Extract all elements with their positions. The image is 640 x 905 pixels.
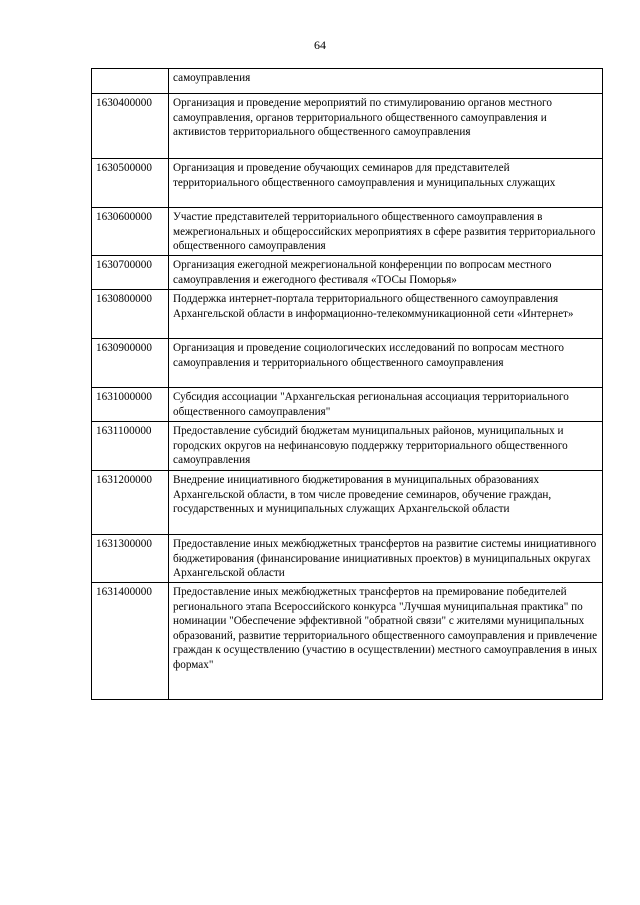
table-row — [92, 159, 603, 208]
table-row — [92, 471, 603, 535]
code-cell — [92, 69, 169, 94]
description-cell: Предоставление субсидий бюджетам муниципальных районов, муниципальных и городских округов на нефинансовую поддержку территориального общественного самоуправления — [169, 422, 603, 471]
code-cell: 1631200000 — [92, 471, 169, 535]
page-number: 64 — [314, 38, 326, 52]
description-cell: Организация и проведение мероприятий по стимулированию органов местного самоуправления, органов территориального общественного самоуправления и активистов территориального общественного самоуправления — [169, 94, 603, 159]
table-row — [92, 290, 603, 339]
description-cell: Организация ежегодной межрегиональной конференции по вопросам местного самоуправления и ежегодного фестиваля «ТОСы Поморья» — [169, 256, 603, 290]
description-cell: самоуправления — [169, 69, 603, 94]
code-cell: 1630800000 — [92, 290, 169, 339]
code-cell: 1630400000 — [92, 94, 169, 159]
code-cell: 1631400000 — [92, 583, 169, 700]
description-cell: Организация и проведение социологических исследований по вопросам местного самоуправления и территориального общественного самоуправления — [169, 339, 603, 388]
description-cell: Участие представителей территориального общественного самоуправления в межрегиональных и общероссийских мероприятиях в сфере развития территориального общественного самоуправления — [169, 208, 603, 256]
code-cell: 1630600000 — [92, 208, 169, 256]
table-row — [92, 422, 603, 471]
description-cell: Внедрение инициативного бюджетирования в муниципальных образованиях Архангельской области, в том числе проведение семинаров, обучение граждан, государственных и муниципальных служащих Архангельской области — [169, 471, 603, 535]
description-cell: Предоставление иных межбюджетных трансфертов на развитие системы инициативного бюджетирования (финансирование инициативных проектов) в муниципальных округах Архангельской области — [169, 535, 603, 583]
table-row — [92, 69, 603, 94]
table-row — [92, 94, 603, 159]
table-row — [92, 388, 603, 422]
description-cell: Поддержка интернет-портала территориального общественного самоуправления Архангельской области в информационно-телекоммуникационной сети «Интернет» — [169, 290, 603, 339]
description-cell: Субсидия ассоциации "Архангельская региональная ассоциация территориального общественного самоуправления" — [169, 388, 603, 422]
code-cell: 1630700000 — [92, 256, 169, 290]
code-cell: 1631000000 — [92, 388, 169, 422]
code-cell: 1631100000 — [92, 422, 169, 471]
description-cell: Предоставление иных межбюджетных трансфертов на премирование победителей регионального этапа Всероссийского конкурса "Лучшая муниципальная практика" по номинации "Обеспечение эффективной "обратной связи" с жителями муниципальных образований, развитие территориального общественного самоуправления и привлечение граждан к осуществлению (участию в осуществлении) местного самоуправления в иных формах" — [169, 583, 603, 700]
table-row — [92, 339, 603, 388]
code-cell: 1630500000 — [92, 159, 169, 208]
table-row — [92, 583, 603, 700]
classification-table — [91, 68, 603, 700]
table-row — [92, 208, 603, 256]
description-cell: Организация и проведение обучающих семинаров для представителей территориального общественного самоуправления и муниципальных служащих — [169, 159, 603, 208]
code-cell: 1631300000 — [92, 535, 169, 583]
table-row — [92, 535, 603, 583]
table-row — [92, 256, 603, 290]
code-cell: 1630900000 — [92, 339, 169, 388]
